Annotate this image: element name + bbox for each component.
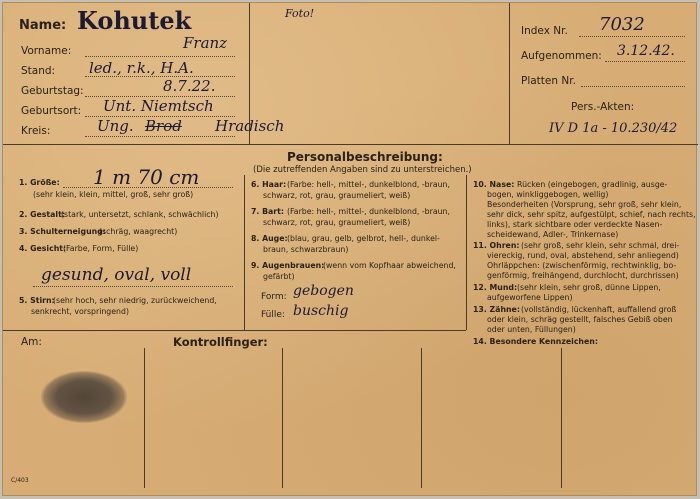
divider bbox=[244, 175, 245, 330]
kreis-label: Kreis: bbox=[21, 125, 51, 137]
divider bbox=[3, 144, 698, 145]
foto-note: Foto! bbox=[285, 7, 315, 20]
gestalt-options: (stark, untersetzt, schlank, schwächlich) bbox=[61, 210, 219, 219]
schulter-options: (schräg, waagrecht) bbox=[99, 227, 178, 236]
groesse-options: (sehr klein, klein, mittel, groß, sehr groß) bbox=[33, 190, 194, 199]
stirn-label: 5. Stirn: bbox=[19, 296, 55, 305]
stand-label: Stand: bbox=[21, 65, 56, 77]
stand-value: led., r.k., H.A. bbox=[89, 59, 194, 77]
schulter-label: 3. Schulterneigung: bbox=[19, 227, 106, 236]
bart-options-2: schwarz, rot, grau, graumeliert, weiß) bbox=[263, 218, 411, 227]
mund-label: 12. Mund: bbox=[473, 283, 518, 292]
nase-options-2: bogen, winkliggebogen, wellig) bbox=[487, 190, 609, 199]
police-record-card bbox=[2, 2, 697, 496]
geburtsort-value: Unt. Niemtsch bbox=[103, 97, 214, 115]
index-label: Index Nr. bbox=[521, 25, 568, 37]
kreis-value-struck: Brod bbox=[145, 117, 182, 135]
stirn-options-2: senkrecht, vorspringend) bbox=[31, 307, 129, 316]
name-value: Kohutek bbox=[77, 6, 192, 35]
divider bbox=[144, 348, 145, 488]
mund-options-1: (sehr klein, sehr groß, dünne Lippen, bbox=[517, 283, 661, 292]
kreis-value-prefix: Ung. bbox=[97, 117, 134, 135]
groesse-value: 1 m 70 cm bbox=[93, 165, 200, 189]
fuelle-label: Fülle: bbox=[261, 310, 285, 320]
bart-label: 7. Bart: bbox=[251, 207, 284, 216]
ohren-label: 11. Ohren: bbox=[473, 241, 520, 250]
gesicht-label: 4. Gesicht: bbox=[19, 244, 67, 253]
dotted-line bbox=[63, 187, 233, 188]
dotted-line bbox=[579, 36, 685, 37]
geburtsort-label: Geburtsort: bbox=[21, 105, 82, 117]
vorname-value: Franz bbox=[183, 34, 228, 52]
geburtstag-label: Geburtstag: bbox=[21, 85, 84, 97]
form-code: C/403 bbox=[11, 477, 29, 484]
ohren-options-1: (sehr groß, sehr klein, sehr schmal, drei- bbox=[521, 241, 680, 250]
divider bbox=[421, 348, 422, 488]
fuelle-value: buschig bbox=[293, 303, 349, 319]
mund-options-2: aufgeworfene Lippen) bbox=[487, 293, 573, 302]
zaehne-options-2: oder klein, schräg gestellt, falsches Gebiß oben bbox=[487, 315, 673, 324]
index-value: 7032 bbox=[599, 14, 645, 35]
haar-options-1: (Farbe: hell-, mittel-, dunkelblond, -braun, bbox=[287, 180, 450, 189]
nase-options-3: Besonderheiten (Vorsprung, sehr groß, sehr klein, bbox=[487, 200, 682, 209]
haar-label: 6. Haar: bbox=[251, 180, 287, 189]
aufgenommen-value: 3.12.42. bbox=[617, 43, 675, 59]
aufgenommen-label: Aufgenommen: bbox=[521, 50, 602, 62]
fingerprint-image bbox=[41, 371, 127, 423]
gesicht-value: gesund, oval, voll bbox=[41, 265, 192, 285]
haar-options-2: schwarz, rot, grau, graumeliert, weiß) bbox=[263, 191, 411, 200]
divider bbox=[282, 348, 283, 488]
ohren-options-3: Ohrläppchen: (zwischenförmig, rechtwinklig, bo- bbox=[487, 261, 677, 270]
gestalt-label: 2. Gestalt: bbox=[19, 210, 65, 219]
section-title: Personalbeschreibung: bbox=[287, 150, 443, 164]
am-label: Am: bbox=[21, 336, 42, 348]
divider bbox=[466, 175, 467, 330]
auge-options-1: (blau, grau, gelb, gelbrot, hell-, dunkel- bbox=[287, 234, 440, 243]
stirn-options-1: (sehr hoch, sehr niedrig, zurückweichend, bbox=[53, 296, 217, 305]
divider bbox=[509, 3, 510, 144]
form-label: Form: bbox=[261, 292, 287, 302]
nase-options-6: scheidewand, Adler-, Trinkernase) bbox=[487, 230, 619, 239]
section-subtitle: (Die zutreffenden Angaben sind zu unterstreichen.) bbox=[253, 165, 472, 175]
form-value: gebogen bbox=[293, 283, 354, 299]
groesse-label: 1. Größe: bbox=[19, 178, 60, 187]
gesicht-options: (Farbe, Form, Fülle) bbox=[63, 244, 139, 253]
brauen-options-1: (wenn vom Kopfhaar abweichend, bbox=[323, 261, 456, 270]
brauen-options-2: gefärbt) bbox=[263, 272, 295, 281]
name-label: Name: bbox=[19, 18, 67, 33]
ohren-options-2: viereckig, rund, oval, abstehend, sehr anliegend) bbox=[487, 251, 679, 260]
dotted-line bbox=[85, 56, 235, 57]
zaehne-options-3: oder unten, Füllungen) bbox=[487, 325, 576, 334]
auge-label: 8. Auge: bbox=[251, 234, 288, 243]
auge-options-2: braun, schwarzbraun) bbox=[263, 245, 349, 254]
nase-options-5: links), stark sichtbare oder verdeckte Nasen- bbox=[487, 220, 663, 229]
zaehne-options-1: (vollständig, lückenhaft, auffallend groß bbox=[521, 305, 677, 314]
zaehne-label: 13. Zähne: bbox=[473, 305, 520, 314]
ohren-options-4: genförmig, freihängend, durchlocht, durchrissen) bbox=[487, 271, 679, 280]
kreis-value-suffix: Hradisch bbox=[215, 117, 285, 135]
divider bbox=[3, 330, 466, 331]
nase-label: 10. Nase: bbox=[473, 180, 515, 189]
bart-options-1: (Farbe: hell-, mittel-, dunkelblond, -braun, bbox=[287, 207, 450, 216]
geburtstag-value: 8.7.22. bbox=[163, 77, 216, 95]
vorname-label: Vorname: bbox=[21, 45, 72, 57]
dotted-line bbox=[605, 61, 685, 62]
kontroll-label: Kontrollfinger: bbox=[173, 335, 268, 349]
nase-options-1: Rücken (eingebogen, gradlinig, ausge- bbox=[517, 180, 668, 189]
nase-options-4: sehr dick, sehr spitz, aufgestülpt, schief, nach rechts, bbox=[487, 210, 696, 219]
akten-label: Pers.-Akten: bbox=[571, 101, 635, 113]
platten-label: Platten Nr. bbox=[521, 75, 576, 87]
brauen-label: 9. Augenbrauen: bbox=[251, 261, 325, 270]
dotted-line bbox=[85, 136, 235, 137]
kennzeichen-label: 14. Besondere Kennzeichen: bbox=[473, 337, 598, 346]
dotted-line bbox=[33, 286, 233, 287]
divider bbox=[561, 348, 562, 488]
dotted-line bbox=[581, 86, 685, 87]
akten-value: IV D 1a - 10.230/42 bbox=[549, 121, 678, 136]
